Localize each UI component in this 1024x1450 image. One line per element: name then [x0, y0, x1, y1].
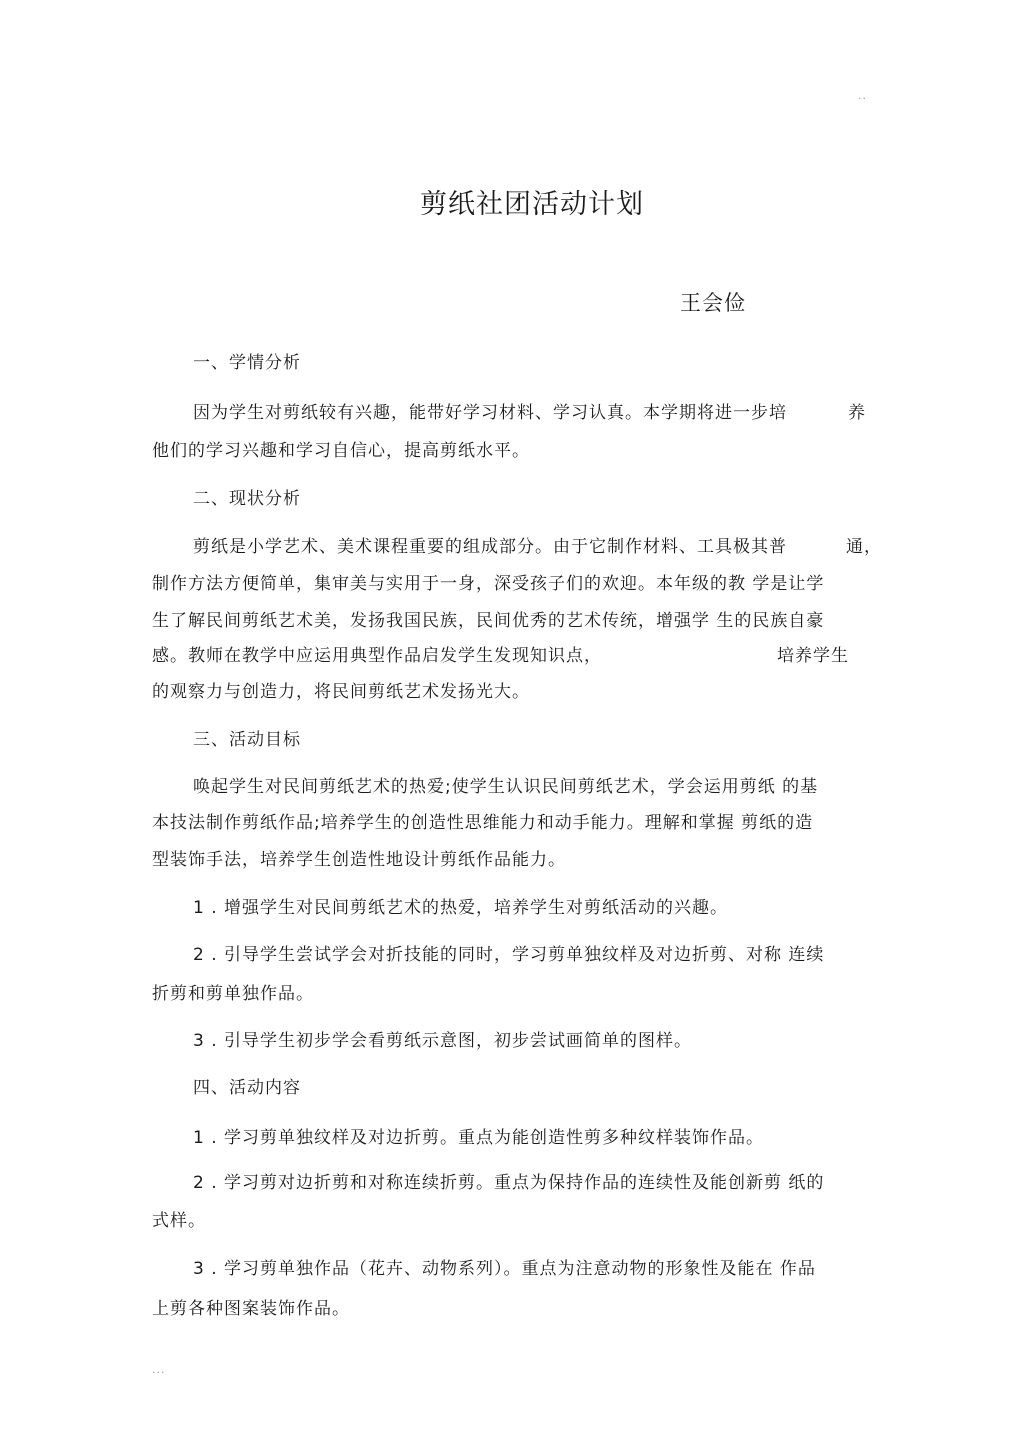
section-heading-4: 四、活动内容: [193, 1078, 301, 1098]
paragraph-line: 培养学生: [777, 646, 849, 666]
paragraph-line: 本技法制作剪纸作品;培养学生的创造性思维能力和动手能力。理解和掌握 剪纸的造: [152, 813, 814, 833]
list-item-continuation: 式样。: [152, 1211, 206, 1231]
paragraph-line: 的观察力与创造力，将民间剪纸艺术发扬光大。: [152, 682, 530, 702]
paragraph-line: 剪纸是小学艺术、美术课程重要的组成部分。由于它制作材料、工具极其普: [193, 537, 787, 557]
list-item-continuation: 上剪各种图案装饰作品。: [152, 1299, 350, 1319]
list-item: 1 . 增强学生对民间剪纸艺术的热爱，培养学生对剪纸活动的兴趣。: [193, 898, 729, 918]
paragraph-line: 他们的学习兴趣和学习自信心，提高剪纸水平。: [152, 441, 530, 461]
list-item: 3 . 引导学生初步学会看剪纸示意图，初步尝试画简单的图样。: [193, 1031, 693, 1051]
list-item: 2 . 引导学生尝试学会对折技能的同时，学习剪单独纹样及对边折剪、对称 连续: [193, 945, 825, 965]
paragraph-line: 因为学生对剪纸较有兴趣，能带好学习材料、学习认真。本学期将进一步培: [193, 403, 787, 423]
paragraph-line: 生了解民间剪纸艺术美，发扬我国民族，民间优秀的艺术传统，增强学 生的民族自豪: [152, 611, 825, 631]
header-corner-mark: ··: [858, 92, 867, 105]
paragraph-line: 通，: [846, 537, 882, 557]
paragraph-line: 养: [848, 403, 866, 423]
paragraph-line: 感。教师在教学中应运用典型作品启发学生发现知识点，: [152, 646, 602, 666]
list-item-continuation: 折剪和剪单独作品。: [152, 984, 314, 1004]
paragraph-line: 制作方法方便简单，集审美与实用于一身，深受孩子们的欢迎。本年级的教 学是让学: [152, 574, 825, 594]
section-heading-3: 三、活动目标: [193, 730, 301, 750]
list-item: 3 . 学习剪单独作品（花卉、动物系列）。重点为注意动物的形象性及能在 作品: [193, 1259, 816, 1279]
paragraph-line: 型装饰手法，培养学生创造性地设计剪纸作品能力。: [152, 850, 566, 870]
document-title: 剪纸社团活动计划: [420, 189, 644, 220]
paragraph-line: 唤起学生对民间剪纸艺术的热爱;使学生认识民间剪纸艺术，学会运用剪纸 的基: [193, 777, 819, 797]
author-name: 王会俭: [680, 291, 746, 315]
section-heading-2: 二、现状分析: [193, 489, 301, 509]
list-item: 1 . 学习剪单独纹样及对边折剪。重点为能创造性剪多种纹样装饰作品。: [193, 1128, 765, 1148]
list-item: 2 . 学习剪对边折剪和对称连续折剪。重点为保持作品的连续性及能创新剪 纸的: [193, 1173, 825, 1193]
section-heading-1: 一、学情分析: [193, 353, 301, 373]
footer-corner-mark: ···: [152, 1366, 166, 1379]
